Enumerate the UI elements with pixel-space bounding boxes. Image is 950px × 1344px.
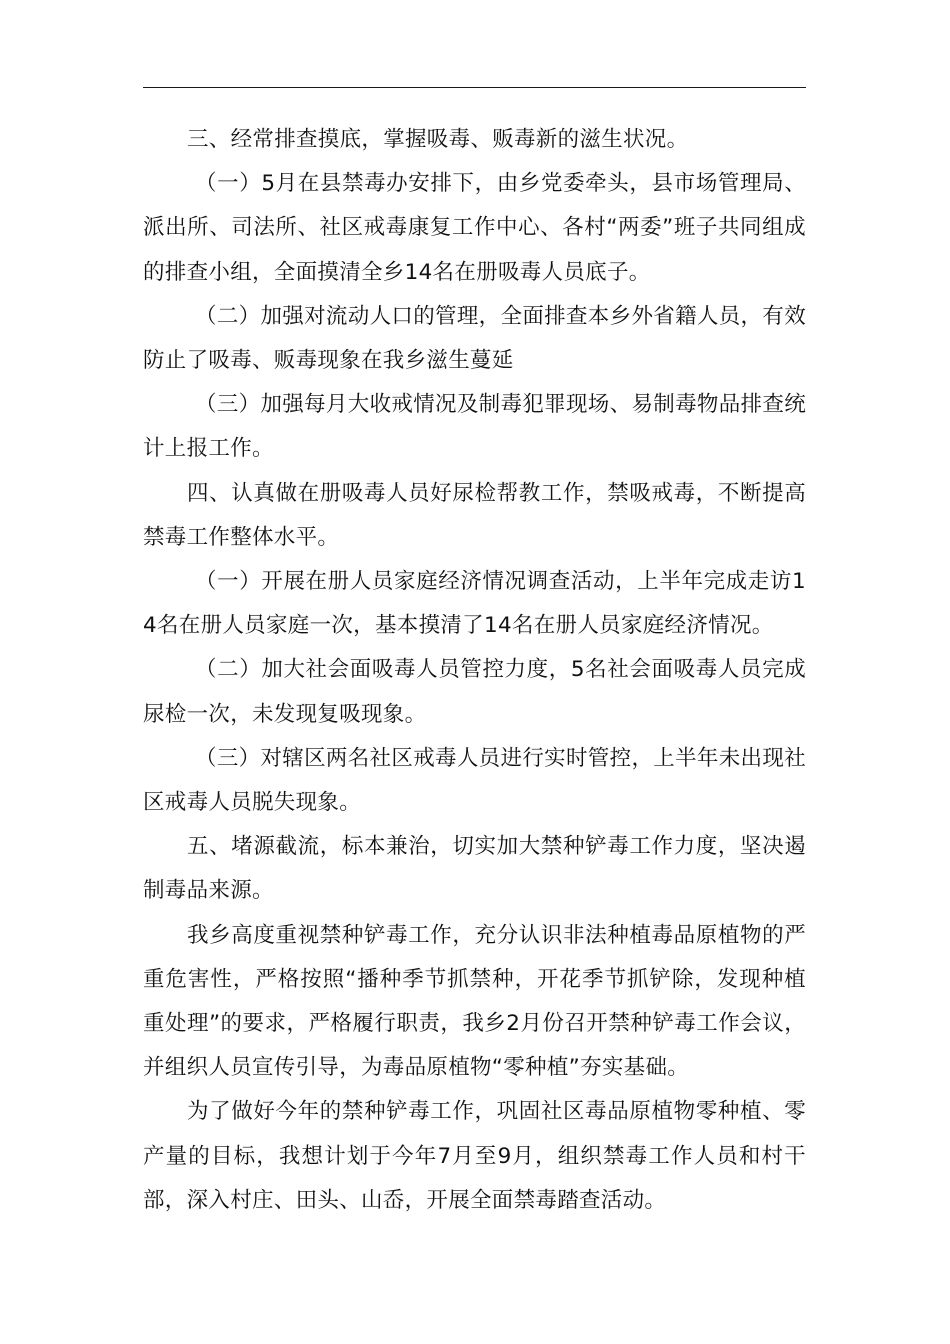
section-heading-5: 五、堵源截流，标本兼治，切实加大禁种铲毒工作力度，坚决遏制毒品来源。 xyxy=(143,834,806,904)
paragraph-3-1: （一）5月在县禁毒办安排下，由乡党委牵头，县市场管理局、派出所、司法所、社区戒毒康复工作中心、各村“两委”班子共同组成的排查小组，全面摸清全乡14名在册吸毒人员底子。 xyxy=(143,171,806,285)
paragraph-4-2: （二）加大社会面吸毒人员管控力度，5名社会面吸毒人员完成尿检一次，未发现复吸现象。 xyxy=(143,657,806,727)
header-rule xyxy=(143,87,806,88)
section-heading-3: 三、经常排查摸底，掌握吸毒、贩毒新的滋生状况。 xyxy=(187,127,689,152)
paragraph-4-1: （一）开展在册人员家庭经济情况调查活动，上半年完成走访14名在册人员家庭一次，基本摸清了14名在册人员家庭经济情况。 xyxy=(143,569,806,639)
paragraph-3-3: （三）加强每月大收戒情况及制毒犯罪现场、易制毒物品排查统计上报工作。 xyxy=(143,392,806,462)
paragraph-5-body: 我乡高度重视禁种铲毒工作，充分认识非法种植毒品原植物的严重危害性，严格按照“播种季节抓禁种，开花季节抓铲除，发现种植重处理”的要求，严格履行职责，我乡2月份召开禁种铲毒工作会议，并组织人员宣传引导，为毒品原植物“零种植”夯实基础。 xyxy=(143,922,806,1081)
paragraph-4-3: （三）对辖区两名社区戒毒人员进行实时管控，上半年未出现社区戒毒人员脱失现象。 xyxy=(143,745,806,816)
paragraph-5-plan: 为了做好今年的禁种铲毒工作，巩固社区毒品原植物零种植、零产量的目标，我想计划于今年7月至9月，组织禁毒工作人员和村干部，深入村庄、田头、山岙，开展全面禁毒踏查活动。 xyxy=(143,1099,806,1213)
paragraph-3-2: （二）加强对流动人口的管理，全面排查本乡外省籍人员，有效防止了吸毒、贩毒现象在我乡滋生蔓延 xyxy=(143,303,806,374)
document-body xyxy=(143,118,806,1223)
section-heading-4: 四、认真做在册吸毒人员好尿检帮教工作，禁吸戒毒，不断提高禁毒工作整体水平。 xyxy=(143,480,806,550)
